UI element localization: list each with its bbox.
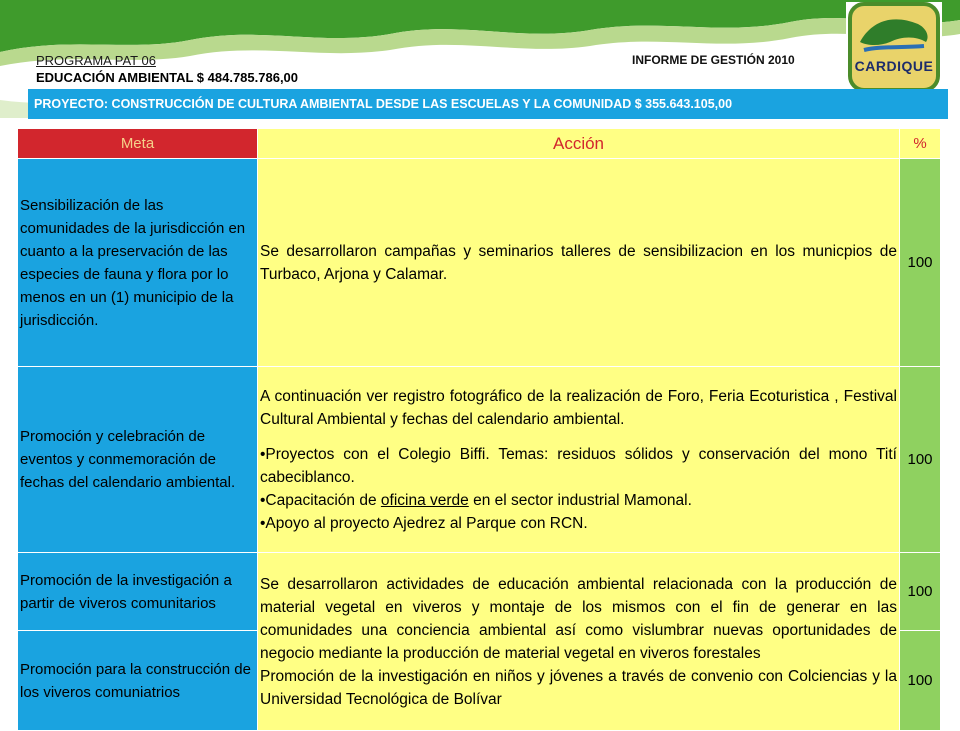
logo-emblem-icon: [846, 2, 942, 92]
logo-text: CARDIQUE: [854, 58, 934, 74]
bullet-text: en el sector industrial Mamonal.: [468, 491, 692, 509]
oficina-verde-text: oficina verde: [380, 491, 469, 509]
project-title-bar: PROYECTO: CONSTRUCCIÓN DE CULTURA AMBIENTAL DESDE LAS ESCUELAS Y LA COMUNIDAD $ 355.643.105,00: [28, 89, 948, 119]
table-row: [18, 367, 941, 553]
percent-cell: 100: [900, 553, 941, 631]
cardique-logo: [846, 2, 942, 92]
header-percent: %: [900, 129, 941, 159]
table-header-row: [18, 129, 941, 159]
header-meta: Meta: [18, 129, 258, 159]
accion-paragraph: Se desarrollaron actividades de educación ambiental relacionada con la producción de material vegetal en viveros y montaje de los mismos con el fin de generar en las comunidades una conciencia ambiental así como vislumbrar nuevas oportunidades de negocio mediante la producción de material vegetal en viveros forestales: [260, 575, 897, 662]
bullet-text: •Capacitación de: [260, 491, 381, 509]
report-title: INFORME DE GESTIÓN 2010: [632, 53, 795, 67]
program-label: PROGRAMA PAT 06: [36, 53, 156, 68]
meta-cell: Promoción para la construcción de los viveros comuniatrios: [18, 631, 258, 731]
meta-cell: Promoción de la investigación a partir de viveros comunitarios: [18, 553, 258, 631]
accion-cell: Se desarrollaron campañas y seminarios talleres de sensibilizacion en los municpios de Turbaco, Arjona y Calamar.: [258, 159, 900, 367]
table-row: [18, 553, 941, 631]
education-budget-label: EDUCACIÓN AMBIENTAL $ 484.785.786,00: [36, 70, 299, 85]
accion-intro: A continuación ver registro fotográfico de la realización de Foro, Feria Ecoturistica , Festival Cultural Ambiental y fechas del calendario ambiental.: [260, 387, 897, 428]
management-table: [17, 128, 941, 731]
accion-bullet: •Apoyo al proyecto Ajedrez al Parque con RCN.: [260, 514, 588, 532]
meta-cell: Promoción y celebración de eventos y conmemoración de fechas del calendario ambiental.: [18, 367, 258, 553]
table-row: [18, 159, 941, 367]
accion-cell: [258, 367, 900, 553]
accion-bullet: [260, 489, 897, 512]
percent-cell: 100: [900, 367, 941, 553]
header-accion: Acción: [258, 129, 900, 159]
accion-cell: [258, 553, 900, 731]
accion-bullet: •Proyectos con el Colegio Biffi. Temas: residuos sólidos y conservación del mono Tití cabeciblanco.: [260, 445, 897, 486]
percent-cell: 100: [900, 159, 941, 367]
accion-paragraph: Promoción de la investigación en niños y jóvenes a través de convenio con Colciencias y la Universidad Tecnológica de Bolívar: [260, 667, 897, 708]
meta-cell: Sensibilización de las comunidades de la jurisdicción en cuanto a la preservación de las especies de fauna y flora por lo menos en un (1) municipio de la jurisdicción.: [18, 159, 258, 367]
percent-cell: 100: [900, 631, 941, 731]
